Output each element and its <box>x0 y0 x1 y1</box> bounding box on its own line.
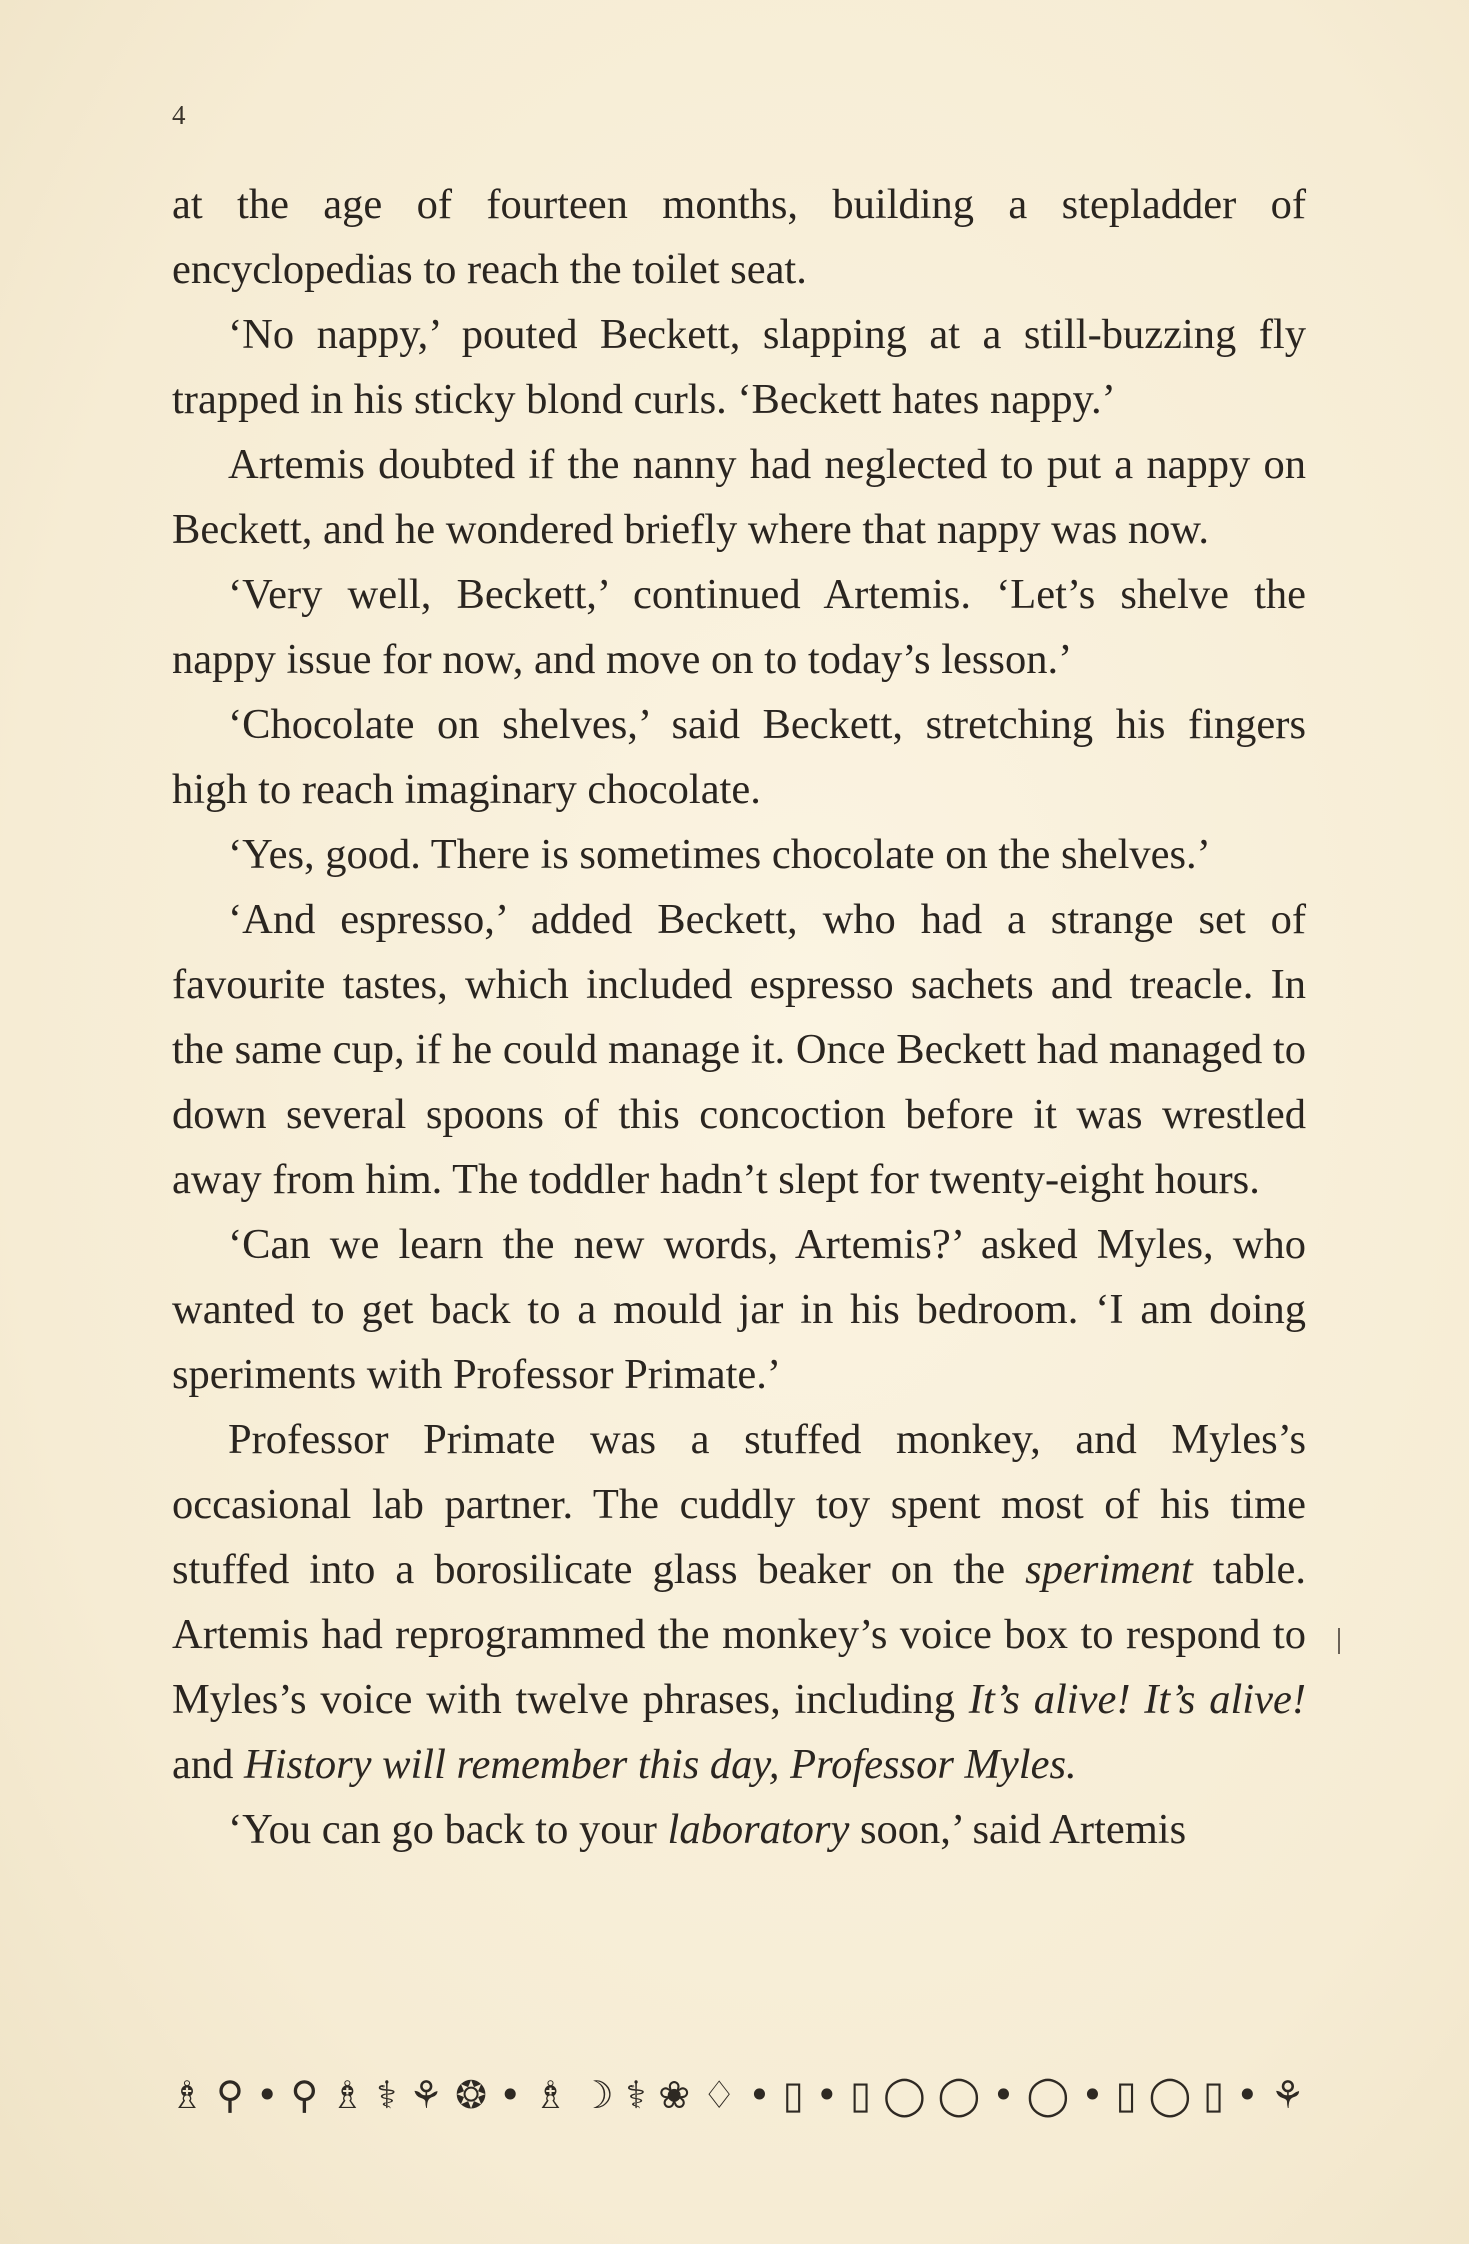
italic-text: laboratory <box>667 1806 850 1853</box>
paragraph <box>172 1407 1306 1797</box>
gnommish-glyph: ❀ <box>658 2073 691 2117</box>
text-run: soon,’ said Artemis <box>849 1806 1187 1853</box>
gnommish-glyph: ☽ <box>579 2073 614 2117</box>
text-run: ‘Can we learn the new words, Artemis?’ asked Myles, who wanted to get back to a mould jar in his bedroom. ‘I am doing speriments with Professor Primate.’ <box>172 1221 1306 1398</box>
gnommish-glyph: ◯ <box>883 2073 926 2117</box>
gnommish-glyph: ▯ <box>1203 2073 1225 2117</box>
gnommish-glyph: • <box>992 2073 1015 2117</box>
paragraph <box>172 887 1306 1212</box>
gnommish-glyph: ⚲ <box>290 2073 319 2117</box>
gnommish-glyph: ▯ <box>782 2073 804 2117</box>
gnommish-code-footer <box>170 2060 1305 2130</box>
italic-text: It’s alive! It’s alive! <box>968 1676 1306 1723</box>
text-run: ‘Chocolate on shelves,’ said Beckett, stretching his fingers high to reach imaginary chocolate. <box>172 701 1306 813</box>
page-number: 4 <box>172 100 186 130</box>
gnommish-glyph: ♗ <box>533 2073 568 2117</box>
gnommish-glyph: • <box>1081 2073 1104 2117</box>
paragraph <box>172 562 1306 692</box>
text-run: ‘Yes, good. There is sometimes chocolate on the shelves.’ <box>228 831 1211 878</box>
gnommish-glyph: ⚕ <box>376 2073 397 2117</box>
gnommish-glyph: ♢ <box>702 2073 737 2117</box>
gnommish-glyph: ⚘ <box>409 2073 444 2117</box>
gnommish-glyph: ⚘ <box>1270 2073 1305 2117</box>
italic-text: speriment <box>1025 1546 1193 1593</box>
text-run: ‘You can go back to your <box>228 1806 668 1853</box>
gnommish-glyph: ◯ <box>1026 2073 1070 2117</box>
gnommish-glyph: • <box>815 2073 839 2117</box>
text-run: Artemis doubted if the nanny had neglected to put a nappy on Beckett, and he wondered briefly where that nappy was now. <box>172 441 1306 553</box>
text-run: ‘Very well, Beckett,’ continued Artemis. ‘Let’s shelve the nappy issue for now, and move on to today’s lesson.’ <box>172 571 1306 683</box>
gnommish-glyph: ▯ <box>850 2073 872 2117</box>
gnommish-glyph: ❂ <box>455 2073 487 2117</box>
paragraph <box>172 172 1306 302</box>
gnommish-glyph: ♗ <box>170 2073 205 2117</box>
gnommish-glyph: ◯ <box>1148 2073 1192 2117</box>
paragraph <box>172 1797 1306 1862</box>
text-run: ‘No nappy,’ pouted Beckett, slapping at a still-buzzing fly trapped in his sticky blond curls. ‘Beckett hates nappy.’ <box>172 311 1306 423</box>
body-text <box>172 172 1306 1862</box>
gnommish-glyph: ▯ <box>1115 2073 1137 2117</box>
gnommish-glyph: ◯ <box>937 2073 981 2117</box>
text-run: table. Artemis had reprogrammed the monkey’s voice box to respond to Myles’s voice with twelve phrases, including <box>172 1546 1306 1723</box>
paragraph <box>172 822 1306 887</box>
text-run: ‘And espresso,’ added Beckett, who had a strange set of favourite tastes, which included espresso sachets and treacle. In the same cup, if he could manage it. Once Beckett had managed to down several spoons of this concoction before it was wrestled away from him. The toddler hadn’t slept for twenty-eight hours. <box>172 896 1306 1203</box>
gnommish-glyph: ⚲ <box>216 2073 244 2117</box>
paragraph <box>172 692 1306 822</box>
paragraph <box>172 432 1306 562</box>
text-run: and <box>172 1741 244 1788</box>
gnommish-glyph: ♗ <box>330 2073 365 2117</box>
gnommish-glyph: • <box>255 2073 279 2117</box>
text-run: at the age of fourteen months, building a stepladder of encyclopedias to reach the toilet seat. <box>172 181 1306 293</box>
italic-text: History will remember this day, Professor Myles. <box>244 1741 1077 1788</box>
paragraph <box>172 1212 1306 1407</box>
margin-mark <box>1338 1628 1340 1654</box>
gnommish-glyph: • <box>1236 2073 1259 2117</box>
gnommish-glyph: ⚕ <box>625 2073 647 2117</box>
gnommish-glyph: • <box>499 2073 522 2117</box>
text-run: Professor Primate was a stuffed monkey, and Myles’s occasional lab partner. The cuddly toy spent most of his time stuffed into a borosilicate glass beaker on the <box>172 1416 1306 1593</box>
gnommish-glyph: • <box>748 2073 771 2117</box>
paragraph <box>172 302 1306 432</box>
